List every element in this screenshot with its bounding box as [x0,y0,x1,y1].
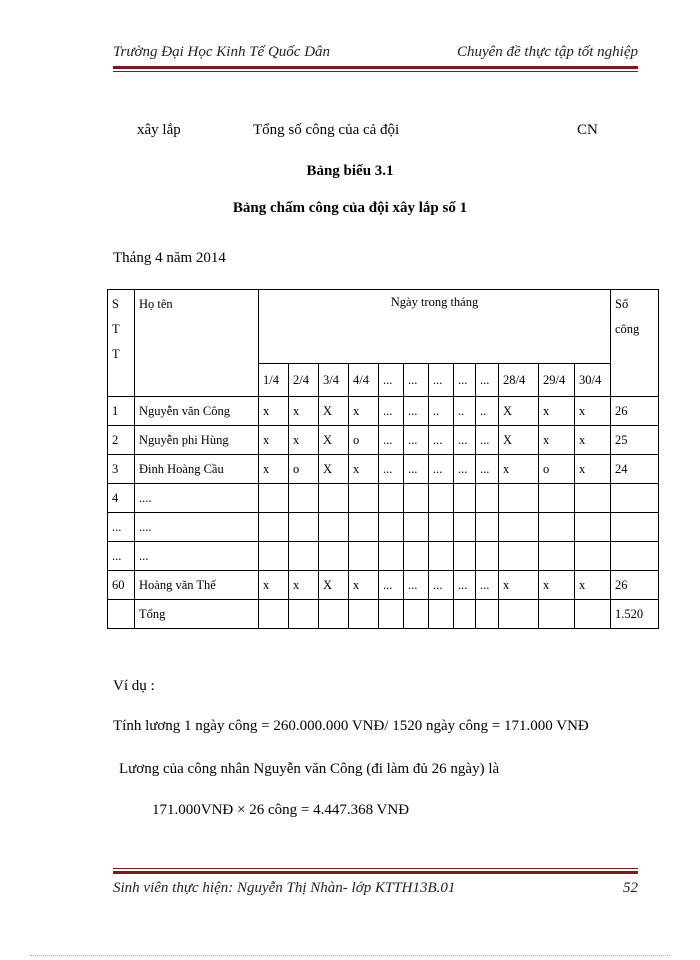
cell-mark [349,513,379,542]
cell-mark: o [349,426,379,455]
cell-mark: ... [404,455,429,484]
cell-mark [404,484,429,513]
cell-mark: X [319,397,349,426]
cell-mark: x [349,397,379,426]
cell-mark [454,542,476,571]
cell-mark: X [499,426,539,455]
cell-stt: 2 [108,426,135,455]
cell-stt: ... [108,542,135,571]
cell-name: Nguyễn văn Công [135,397,259,426]
cell-mark: x [499,455,539,484]
cell-mark: ... [379,397,404,426]
day-col-header: ... [379,364,404,397]
cell-mark: x [539,397,575,426]
cell-blank [319,600,349,629]
day-col-header: 2/4 [289,364,319,397]
header-row [108,290,659,364]
table-row [108,426,659,455]
grand-total: 1.520 [611,600,659,629]
cell-blank [379,600,404,629]
cell-name: Đinh Hoàng Cầu [135,455,259,484]
day-col-header: 30/4 [575,364,611,397]
cell-mark: ... [404,426,429,455]
cell-blank [499,600,539,629]
cell-mark: X [319,571,349,600]
cell-mark [476,513,499,542]
cell-blank [454,600,476,629]
cell-mark: ... [454,455,476,484]
cell-mark [289,513,319,542]
period-label: Tháng 4 năm 2014 [113,250,226,266]
cell-stt: 4 [108,484,135,513]
page-header [113,44,638,64]
cell-total: 26 [611,397,659,426]
cell-mark [476,484,499,513]
table-title: Bảng chấm công của đội xây lắp số 1 [232,200,468,216]
cell-mark [575,542,611,571]
example-line-3: 171.000VNĐ × 26 công = 4.447.368 VNĐ [152,802,410,818]
cell-mark: ... [379,455,404,484]
cell-blank [429,600,454,629]
cell-mark [404,542,429,571]
cell-total: 24 [611,455,659,484]
cell-mark [319,542,349,571]
cell-stt: 3 [108,455,135,484]
cell-mark [429,484,454,513]
cell-mark: .. [429,397,454,426]
cell-mark [259,513,289,542]
cell-mark [289,484,319,513]
cell-mark [575,484,611,513]
cell-mark [454,484,476,513]
cell-mark: x [289,571,319,600]
intro-text-a: xây lắp [137,122,181,138]
cell-mark [404,513,429,542]
cell-mark: o [539,455,575,484]
cell-mark: x [575,571,611,600]
cell-mark: ... [476,571,499,600]
cell-mark: X [319,426,349,455]
header-school: Trường Đại Học Kinh Tế Quốc Dân [113,44,331,60]
cell-total [611,513,659,542]
cell-blank [476,600,499,629]
cell-mark: ... [404,571,429,600]
footer-author: Sinh viên thực hiện: Nguyễn Thị Nhàn- lớp KTTH13B.01 [113,880,456,896]
cell-mark [319,513,349,542]
page-footer [113,880,638,897]
cell-mark: x [259,571,289,600]
cell-blank [289,600,319,629]
cell-blank [404,600,429,629]
cell-blank [575,600,611,629]
cell-mark: x [349,455,379,484]
day-col-header: 1/4 [259,364,289,397]
cell-mark: x [259,397,289,426]
table-row [108,571,659,600]
total-row [108,600,659,629]
cell-total: 25 [611,426,659,455]
table-row [108,397,659,426]
header-rule [113,66,638,69]
cell-mark [429,542,454,571]
cell-mark [476,542,499,571]
day-col-header: 28/4 [499,364,539,397]
cell-name: .... [135,484,259,513]
cell-mark [349,484,379,513]
cell-total: 26 [611,571,659,600]
intro-text-b: Tổng số công của cả đội [253,122,400,138]
cell-mark [289,542,319,571]
cell-name: .... [135,513,259,542]
cell-mark: ... [476,455,499,484]
intro-text-c: CN [577,122,598,138]
header-doc-title: Chuyên đề thực tập tốt nghiệp [456,44,638,60]
cell-blank [539,600,575,629]
cell-mark: ... [429,571,454,600]
header-total: Số công [611,290,659,397]
cell-name: ... [135,542,259,571]
cell-mark: x [259,455,289,484]
cell-mark: x [575,455,611,484]
cell-mark: .. [476,397,499,426]
cell-mark [259,484,289,513]
cell-mark: x [539,571,575,600]
table-row [108,484,659,513]
cell-mark: ... [454,571,476,600]
header-name: Họ tên [135,290,259,397]
total-label: Tổng [135,600,259,629]
day-col-header: 3/4 [319,364,349,397]
cell-stt: 60 [108,571,135,600]
cell-stt: 1 [108,397,135,426]
cell-mark: x [289,397,319,426]
timesheet-table [107,289,659,629]
cell-mark: X [499,397,539,426]
cell-blank [108,600,135,629]
day-col-header: ... [476,364,499,397]
cell-mark [379,542,404,571]
table-number: Bảng biểu 3.1 [306,163,394,179]
cell-mark: X [319,455,349,484]
table-row [108,542,659,571]
cell-mark: .. [454,397,476,426]
cell-mark [499,542,539,571]
cell-mark [539,484,575,513]
cell-mark [499,484,539,513]
cell-stt: ... [108,513,135,542]
day-col-header: 29/4 [539,364,575,397]
cell-mark: ... [476,426,499,455]
example-line-1: Tính lương 1 ngày công = 260.000.000 VNĐ/ 1520 ngày công = 171.000 VNĐ [113,718,589,734]
cell-mark: x [349,571,379,600]
cell-mark [379,484,404,513]
day-col-header: ... [404,364,429,397]
header-days: Ngày trong tháng [259,290,611,364]
cell-mark: x [259,426,289,455]
cell-mark: x [575,426,611,455]
cell-mark [349,542,379,571]
page-edge [30,955,670,956]
cell-name: Hoàng văn Thế [135,571,259,600]
cell-name: Nguyễn phi Hùng [135,426,259,455]
header-stt: S T T [108,290,135,397]
cell-mark: x [499,571,539,600]
cell-mark: x [289,426,319,455]
footer-rule [113,871,638,874]
cell-total [611,542,659,571]
day-col-header: 4/4 [349,364,379,397]
table-row [108,513,659,542]
footer-rule-thin [113,868,638,869]
cell-mark [539,542,575,571]
cell-mark: x [575,397,611,426]
cell-mark [499,513,539,542]
cell-blank [259,600,289,629]
page-number: 52 [623,880,638,896]
cell-mark: ... [429,426,454,455]
cell-mark [575,513,611,542]
cell-mark [259,542,289,571]
day-col-header: ... [429,364,454,397]
cell-total [611,484,659,513]
cell-blank [349,600,379,629]
header-rule-thin [113,71,638,72]
cell-mark: ... [429,455,454,484]
cell-mark [454,513,476,542]
cell-mark [429,513,454,542]
cell-mark [539,513,575,542]
table-row [108,455,659,484]
cell-mark: ... [454,426,476,455]
cell-mark: ... [404,397,429,426]
cell-mark: x [539,426,575,455]
cell-mark [379,513,404,542]
example-line-2: Lương của công nhân Nguyễn văn Công (đi làm đủ 26 ngày) là [119,761,500,777]
cell-mark: o [289,455,319,484]
cell-mark [319,484,349,513]
example-label: Ví dụ : [113,678,155,694]
cell-mark: ... [379,426,404,455]
day-col-header: ... [454,364,476,397]
cell-mark: ... [379,571,404,600]
